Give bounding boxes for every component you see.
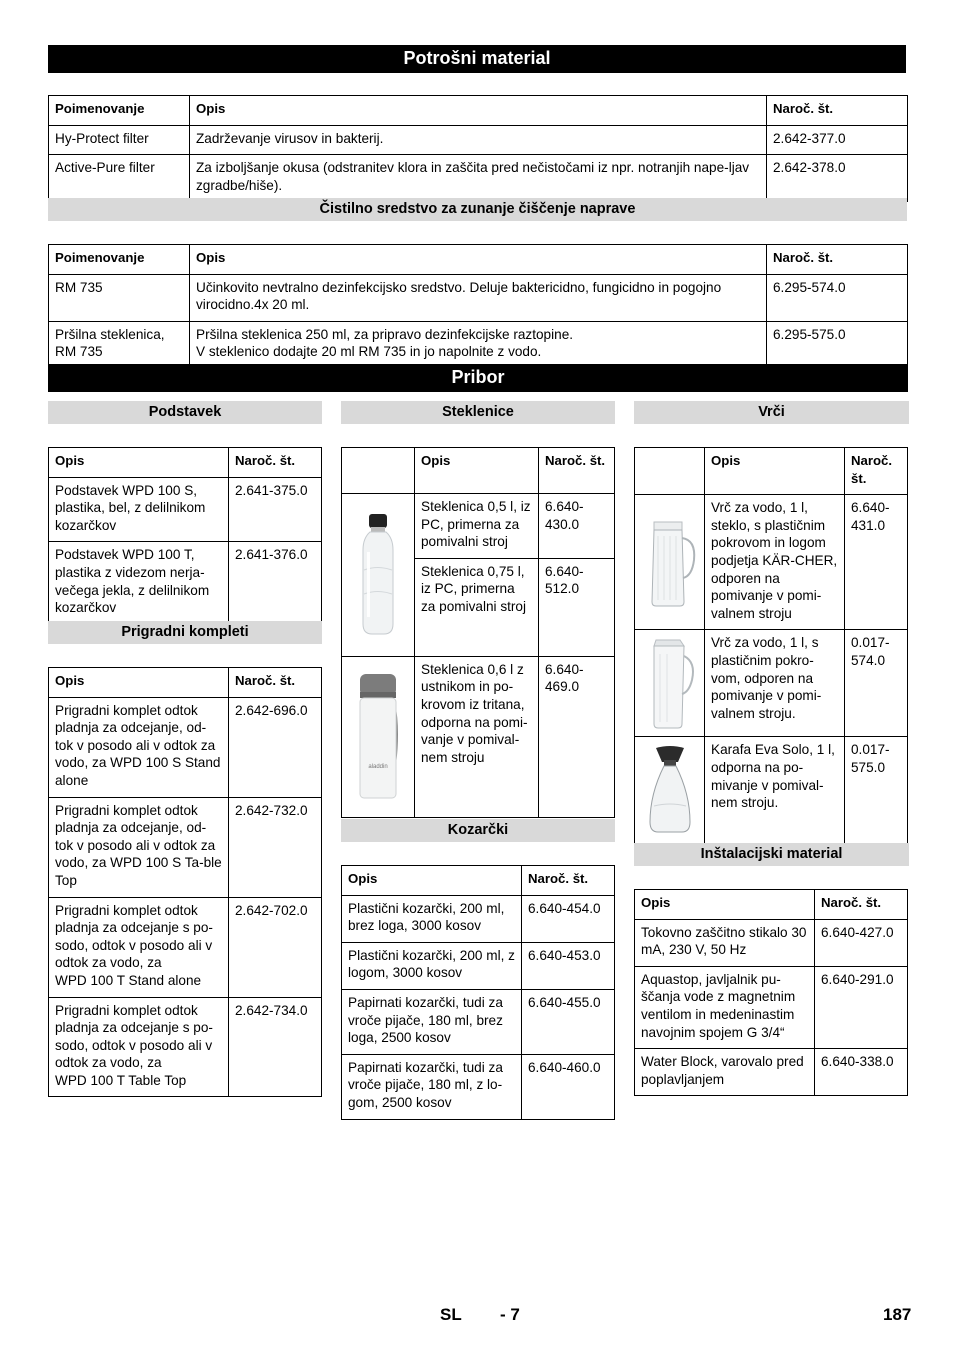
column-header: Naroč. št. bbox=[229, 668, 322, 698]
section-title-consumables: Potrošni material bbox=[48, 45, 906, 73]
table-header-row bbox=[342, 448, 615, 494]
description-line: Pršilna steklenica 250 ml, za pripravo dezinfekcijske raztopine. bbox=[196, 326, 574, 342]
item-description bbox=[190, 321, 767, 368]
table-row bbox=[342, 494, 615, 559]
order-number: 2.642-378.0 bbox=[767, 155, 908, 202]
item-description: Plastični kozarčki, 200 ml, brez loga, 3000 kosov bbox=[342, 895, 522, 942]
item-description: Plastični kozarčki, 200 ml, z logom, 3000 kosov bbox=[342, 942, 522, 989]
bottle-image-cell bbox=[342, 494, 415, 657]
column-header: Opis bbox=[635, 890, 815, 920]
image-column-header bbox=[635, 448, 705, 495]
svg-text:aladdin: aladdin bbox=[368, 763, 388, 770]
item-description: Vrč za vodo, 1 l, steklo, s plastičnim pokrovom in logom podjetja KÄR-CHER, odporen na pomivanje v pomi-valnem stroju bbox=[705, 495, 845, 630]
order-number: 2.642-377.0 bbox=[767, 125, 908, 155]
item-description: Zadrževanje virusov in bakterij. bbox=[190, 125, 767, 155]
description-line: V steklenico dodajte 20 ml RM 735 in jo napolnite z vodo. bbox=[196, 344, 542, 360]
order-number: 2.641-375.0 bbox=[229, 477, 322, 542]
item-description: Steklenica 0,5 l, iz PC, primerna za pomivalni stroj bbox=[415, 494, 539, 559]
table-row bbox=[49, 697, 322, 797]
jug-image-cell bbox=[635, 737, 705, 844]
table-row bbox=[635, 1049, 908, 1096]
column-header: Opis bbox=[190, 245, 767, 275]
column-header: Naroč. št. bbox=[522, 866, 615, 896]
table-row bbox=[49, 542, 322, 624]
item-description bbox=[49, 997, 229, 1097]
order-number: 2.642-702.0 bbox=[229, 897, 322, 997]
item-name: Active-Pure filter bbox=[49, 155, 190, 202]
subsection-title-retrofit: Prigradni kompleti bbox=[48, 621, 322, 644]
order-number: 6.640-291.0 bbox=[815, 966, 908, 1048]
footer-language: SL bbox=[440, 1305, 462, 1324]
item-description: Učinkovito nevtralno dezinfekcijsko sredstvo. Deluje baktericidno, fungicidno in pogojno virocidno.4x 20 ml. bbox=[190, 274, 767, 321]
table-row bbox=[49, 897, 322, 997]
item-description: Papirnati kozarčki, tudi za vroče pijače, 180 ml, brez loga, 2500 kosov bbox=[342, 989, 522, 1054]
description-line: Prigradni komplet odtok pladnja za odcejanje s po-sodo, odtok v posodo ali v odtok za vodo, za bbox=[55, 902, 213, 971]
table-row bbox=[635, 737, 908, 844]
table-header-row bbox=[49, 668, 322, 698]
item-description bbox=[49, 897, 229, 997]
table-row bbox=[49, 125, 908, 155]
table-row bbox=[49, 797, 322, 897]
item-description: Prigradni komplet odtok pladnja za odcejanje, od-tok v posodo ali v odtok za vodo, za WPD 100 S Ta-ble Top bbox=[49, 797, 229, 897]
order-number: 6.640-453.0 bbox=[522, 942, 615, 989]
jug-image-cell bbox=[635, 630, 705, 737]
order-number: 6.640-512.0 bbox=[539, 558, 615, 656]
description-line: WPD 100 T Stand alone bbox=[55, 972, 202, 988]
order-number: 6.295-574.0 bbox=[767, 274, 908, 321]
column-header: Opis bbox=[415, 448, 539, 494]
subsection-title-jugs: Vrči bbox=[634, 401, 909, 424]
order-number: 6.640-454.0 bbox=[522, 895, 615, 942]
order-number: 6.640-460.0 bbox=[522, 1054, 615, 1119]
item-name: Hy-Protect filter bbox=[49, 125, 190, 155]
order-number: 6.640-431.0 bbox=[845, 495, 908, 630]
table-row bbox=[635, 966, 908, 1048]
table-row bbox=[342, 1054, 615, 1119]
subsection-title-bottles: Steklenice bbox=[341, 401, 615, 424]
item-description: Steklenica 0,6 l z ustnikom in po-krovom iz tritana, odporna na pomi-vanje v pomival-nem stroju bbox=[415, 656, 539, 817]
plastic-bottle-icon bbox=[358, 512, 398, 637]
table-row bbox=[49, 155, 908, 202]
table-header-row bbox=[635, 890, 908, 920]
item-description: Papirnati kozarčki, tudi za vroče pijače, 180 ml, z lo-gom, 2500 kosov bbox=[342, 1054, 522, 1119]
item-description: Prigradni komplet odtok pladnja za odcejanje, od-tok v posodo ali v odtok za vodo, za WPD 100 S Stand alone bbox=[49, 697, 229, 797]
order-number: 0.017-574.0 bbox=[845, 630, 908, 737]
image-column-header bbox=[342, 448, 415, 494]
table-row bbox=[635, 919, 908, 966]
table-row bbox=[342, 656, 615, 817]
table-header-row bbox=[342, 866, 615, 896]
order-number: 6.640-338.0 bbox=[815, 1049, 908, 1096]
table-row bbox=[49, 321, 908, 368]
installation-table bbox=[634, 889, 908, 1096]
table-header-row bbox=[635, 448, 908, 495]
bottles-table bbox=[341, 447, 615, 818]
order-number: 2.642-732.0 bbox=[229, 797, 322, 897]
table-header-row bbox=[49, 245, 908, 275]
description-line: WPD 100 T Table Top bbox=[55, 1072, 187, 1088]
item-description: Za izboljšanje okusa (odstranitev klora in zaščita pred nečistočami iz npr. notranjih nape-ljav zgradbe/hiše). bbox=[190, 155, 767, 202]
section-title-accessories: Pribor bbox=[48, 364, 908, 392]
table-row bbox=[49, 477, 322, 542]
column-header: Opis bbox=[190, 96, 767, 126]
subsection-title-cleaning: Čistilno sredstvo za zunanje čiščenje naprave bbox=[48, 198, 907, 221]
tritan-bottle-icon bbox=[356, 672, 400, 802]
column-header: Poimenovanje bbox=[49, 96, 190, 126]
column-header: Poimenovanje bbox=[49, 245, 190, 275]
table-row bbox=[635, 495, 908, 630]
item-description: Karafa Eva Solo, 1 l, odporna na po-mivanje v pomival-nem stroju. bbox=[705, 737, 845, 844]
cups-table bbox=[341, 865, 615, 1120]
column-header: Opis bbox=[342, 866, 522, 896]
order-number: 6.640-430.0 bbox=[539, 494, 615, 559]
item-description: Steklenica 0,75 l, iz PC, primerna za pomivalni stroj bbox=[415, 558, 539, 656]
bottle-image-cell bbox=[342, 656, 415, 817]
water-jug-icon bbox=[642, 636, 698, 731]
column-header: Naroč. št. bbox=[229, 448, 322, 478]
cleaning-table bbox=[48, 244, 908, 369]
table-row bbox=[49, 274, 908, 321]
item-name: Pršilna steklenica, RM 735 bbox=[49, 321, 190, 368]
order-number: 6.640-455.0 bbox=[522, 989, 615, 1054]
column-header: Naroč. št. bbox=[767, 96, 908, 126]
item-description: Water Block, varovalo pred poplavljanjem bbox=[635, 1049, 815, 1096]
column-header: Opis bbox=[49, 448, 229, 478]
table-row bbox=[342, 895, 615, 942]
table-row bbox=[342, 989, 615, 1054]
table-row bbox=[635, 630, 908, 737]
item-description: Aquastop, javljalnik pu-ščanja vode z magnetnim ventilom in medeninastim navojnim spojem G 3/4“ bbox=[635, 966, 815, 1048]
retrofit-table bbox=[48, 667, 322, 1097]
table-row bbox=[342, 942, 615, 989]
order-number: 0.017-575.0 bbox=[845, 737, 908, 844]
item-description: Podstavek WPD 100 T, plastika z videzom nerja-večega jekla, z delilnikom kozarčkov bbox=[49, 542, 229, 624]
order-number: 2.642-734.0 bbox=[229, 997, 322, 1097]
consumables-table bbox=[48, 95, 908, 202]
item-name: RM 735 bbox=[49, 274, 190, 321]
subsection-title-stand: Podstavek bbox=[48, 401, 322, 424]
subsection-title-installation: Inštalacijski material bbox=[634, 843, 909, 866]
table-header-row bbox=[49, 96, 908, 126]
glass-jug-icon bbox=[642, 516, 698, 608]
item-description: Podstavek WPD 100 S, plastika, bel, z delilnikom kozarčkov bbox=[49, 477, 229, 542]
order-number: 6.640-469.0 bbox=[539, 656, 615, 817]
page-number: 187 bbox=[883, 1305, 912, 1324]
stand-table bbox=[48, 447, 322, 625]
column-header: Naroč. št. bbox=[815, 890, 908, 920]
item-description: Tokovno zaščitno stikalo 30 mA, 230 V, 50 Hz bbox=[635, 919, 815, 966]
order-number: 6.640-427.0 bbox=[815, 919, 908, 966]
table-row bbox=[49, 997, 322, 1097]
carafe-icon bbox=[642, 744, 698, 836]
item-description: Vrč za vodo, 1 l, s plastičnim pokro-vom, odporen na pomivanje v pomi-valnem stroju. bbox=[705, 630, 845, 737]
footer-section-number: - 7 bbox=[500, 1305, 520, 1324]
column-header: Naroč. št. bbox=[845, 448, 908, 495]
jug-image-cell bbox=[635, 495, 705, 630]
column-header: Opis bbox=[705, 448, 845, 495]
jugs-table bbox=[634, 447, 908, 844]
column-header: Naroč. št. bbox=[767, 245, 908, 275]
table-header-row bbox=[49, 448, 322, 478]
description-line: Prigradni komplet odtok pladnja za odcejanje s po-sodo, odtok v posodo ali v odtok za vodo, za bbox=[55, 1002, 213, 1071]
order-number: 2.642-696.0 bbox=[229, 697, 322, 797]
order-number: 6.295-575.0 bbox=[767, 321, 908, 368]
column-header: Naroč. št. bbox=[539, 448, 615, 494]
order-number: 2.641-376.0 bbox=[229, 542, 322, 624]
column-header: Opis bbox=[49, 668, 229, 698]
subsection-title-cups: Kozarčki bbox=[341, 819, 615, 842]
